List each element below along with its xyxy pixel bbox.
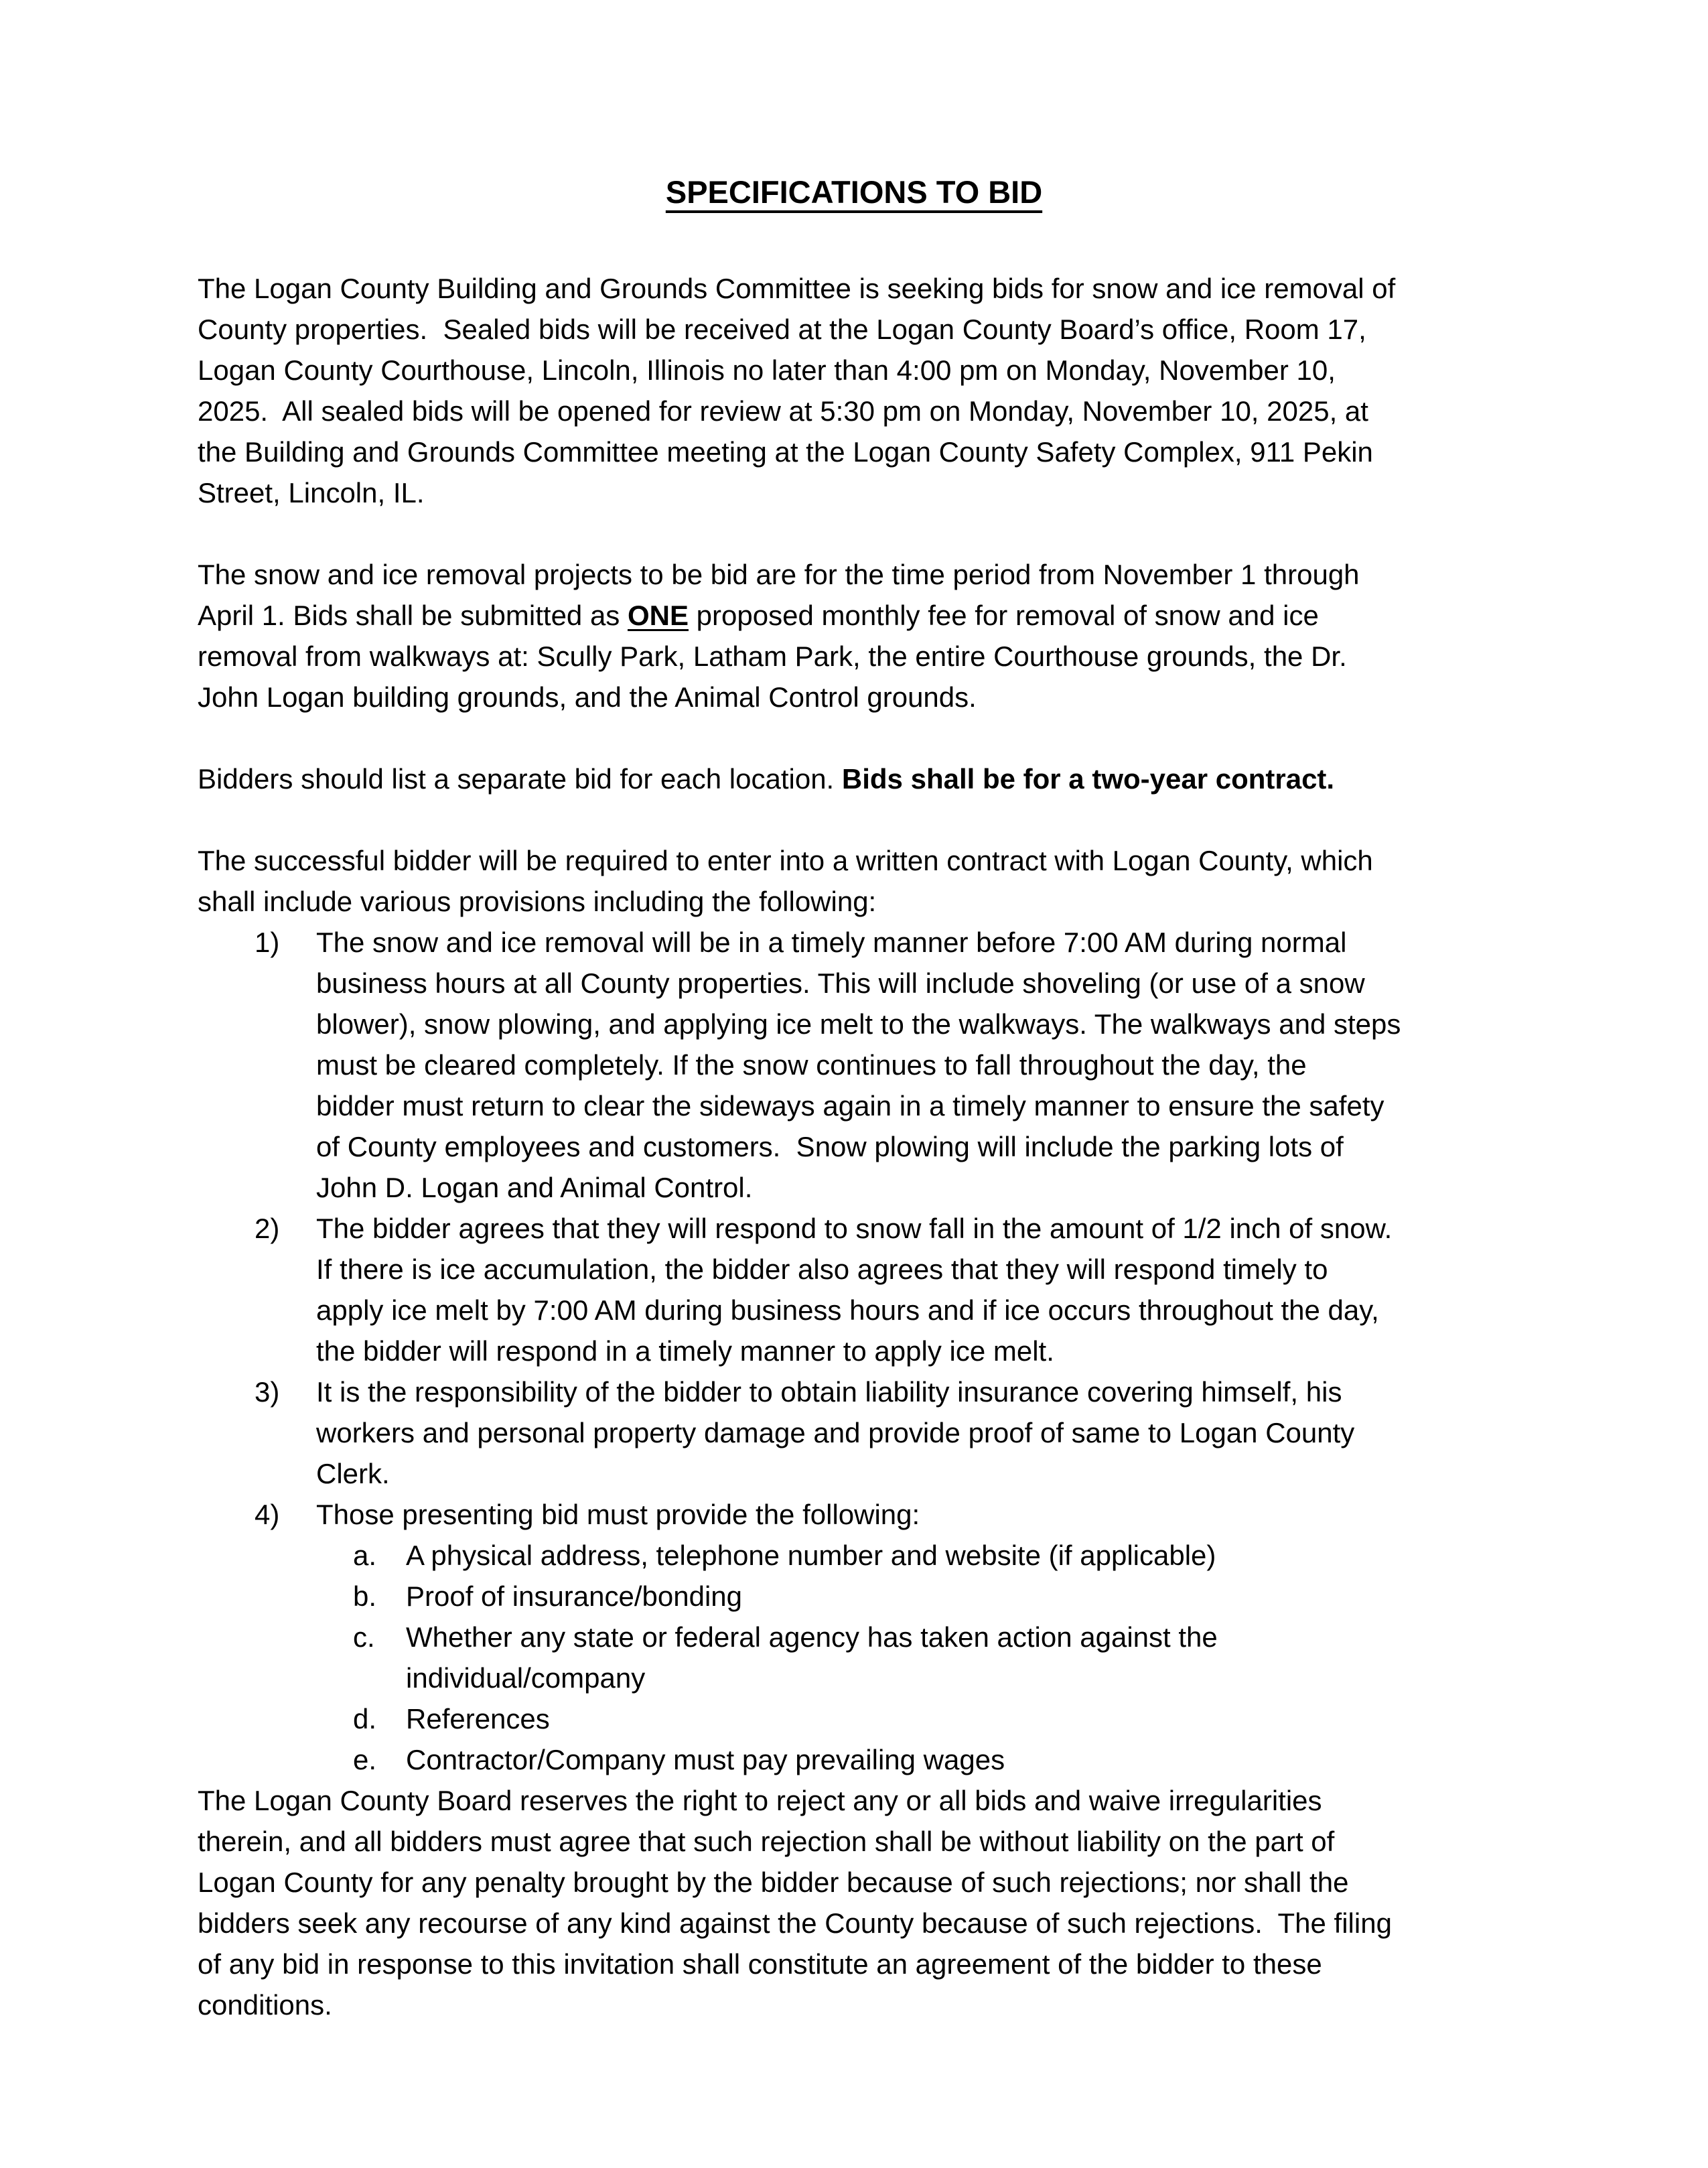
text-run: the bidder will respond in a timely manner to apply ice melt. [316,1335,1054,1367]
text-run: must be cleared completely. If the snow continues to fall throughout the day, the [316,1049,1307,1081]
list-item-body [316,922,1510,1208]
list-number: 3) [255,1376,280,1408]
text-line [198,268,1510,309]
text-line [406,1576,1510,1617]
text-run: Contractor/Company must pay prevailing wages [406,1744,1005,1775]
sub-item-letter: c. [353,1621,375,1653]
text-run: John D. Logan and Animal Control. [316,1172,753,1203]
text-line [198,1862,1510,1903]
list-number: 1) [255,927,280,958]
text-line [316,922,1510,963]
text-run: If there is ice accumulation, the bidder also agrees that they will respond timely to [316,1254,1328,1285]
text-line [406,1535,1510,1576]
text-run: The snow and ice removal projects to be bid are for the time period from November 1 through [198,559,1360,590]
page-title-text: SPECIFICATIONS TO BID [665,174,1043,210]
list-number: 4) [255,1499,280,1530]
text-run: County properties. Sealed bids will be received at the Logan County Board’s office, Room 17, [198,314,1366,345]
text-run: Clerk. [316,1458,390,1489]
text-run: conditions. [198,1989,332,2021]
text-line [316,1371,1510,1412]
text-line [316,1331,1510,1371]
text-run: Logan County Courthouse, Lincoln, Illinois no later than 4:00 pm on Monday, November 10, [198,354,1336,386]
sub-item-b [353,1576,1510,1617]
text-run: The bidder agrees that they will respond to snow fall in the amount of 1/2 inch of snow. [316,1213,1393,1244]
text-line [316,1249,1510,1290]
text-run: References [406,1703,550,1735]
text-run: of County employees and customers. Snow plowing will include the parking lots of [316,1131,1344,1162]
sub-item-letter: b. [353,1580,377,1612]
sub-item-body [406,1698,1510,1739]
text-run: removal from walkways at: Scully Park, Latham Park, the entire Courthouse grounds, the Dr. [198,640,1347,672]
sub-item-letter: d. [353,1703,377,1735]
text-line [198,391,1510,431]
list-number: 2) [255,1213,280,1244]
text-run: workers and personal property damage and provide proof of same to Logan County [316,1417,1355,1448]
text-line [406,1698,1510,1739]
list-item-2 [255,1208,1510,1371]
text-line [198,1984,1510,2025]
text-run: Those presenting bid must provide the following: [316,1499,920,1530]
text-run: 2025. All sealed bids will be opened for review at 5:30 pm on Monday, November 10, 2025, at [198,395,1368,427]
page-title [198,169,1510,216]
text-line [198,309,1510,350]
paragraph-project-period [198,554,1510,718]
list-item-3 [255,1371,1510,1494]
text-line [198,1821,1510,1862]
text-run: A physical address, telephone number and website (if applicable) [406,1540,1216,1571]
sub-item-body [406,1617,1510,1698]
text-line [316,1004,1510,1044]
text-run: shall include various provisions including the following: [198,886,877,917]
text-run: Proof of insurance/bonding [406,1580,743,1612]
text-line [198,881,1510,922]
text-line [406,1657,1510,1698]
text-line [198,840,1510,881]
text-line [316,1494,1510,1535]
paragraph-contract-provisions [198,840,1510,922]
sub-item-e [353,1739,1510,1780]
sub-item-d [353,1698,1510,1739]
text-line [198,350,1510,391]
text-line [198,636,1510,677]
text-run: The snow and ice removal will be in a timely manner before 7:00 AM during normal [316,927,1347,958]
text-line [316,1126,1510,1167]
text-line [316,1167,1510,1208]
text-run: Bidders should list a separate bid for each location. [198,763,842,795]
text-run: Whether any state or federal agency has taken action against the [406,1621,1218,1653]
text-run: apply ice melt by 7:00 AM during business hours and if ice occurs throughout the day, [316,1294,1379,1326]
list-item-body [316,1494,1510,1535]
text-run: therein, and all bidders must agree that such rejection shall be without liability on the part of [198,1826,1335,1857]
text-line [316,1208,1510,1249]
text-run: business hours at all County properties. This will include shoveling (or use of a snow [316,967,1365,999]
text-run: The Logan County Board reserves the right to reject any or all bids and waive irregularities [198,1785,1322,1816]
list-item-1 [255,922,1510,1208]
paragraph-intro [198,268,1510,513]
text-line [198,677,1510,718]
text-run: the Building and Grounds Committee meeting at the Logan County Safety Complex, 911 Pekin [198,436,1373,468]
list-item-4 [255,1494,1510,1535]
text-run: individual/company [406,1662,646,1694]
text-run: Street, Lincoln, IL. [198,477,425,509]
list-item-body [316,1371,1510,1494]
text-run: The Logan County Building and Grounds Committee is seeking bids for snow and ice removal of [198,273,1396,304]
text-run: It is the responsibility of the bidder to obtain liability insurance covering himself, his [316,1376,1342,1408]
text-run: Logan County for any penalty brought by the bidder because of such rejections; nor shall the [198,1867,1349,1898]
text-line [316,1453,1510,1494]
text-line [198,431,1510,472]
text-line [316,963,1510,1004]
sub-item-body [406,1739,1510,1780]
emphasis-one: ONE [627,600,689,631]
paragraph-separate-bids [198,758,1510,799]
sub-item-letter: a. [353,1540,377,1571]
text-run: bidders seek any recourse of any kind against the County because of such rejections. The filing [198,1907,1392,1939]
text-run: proposed monthly fee for removal of snow and ice [689,600,1319,631]
text-line [198,1944,1510,1984]
text-line [406,1617,1510,1657]
text-line [316,1044,1510,1085]
text-line [198,595,1510,636]
text-line [316,1412,1510,1453]
text-run: April 1. Bids shall be submitted as [198,600,628,631]
text-line [198,554,1510,595]
paragraph-rejection-rights [198,1780,1510,2025]
text-line [316,1085,1510,1126]
text-line [406,1739,1510,1780]
text-line [198,1780,1510,1821]
sub-item-body [406,1535,1510,1576]
sub-item-letter: e. [353,1744,377,1775]
list-item-body [316,1208,1510,1371]
text-run: bidder must return to clear the sideways again in a timely manner to ensure the safety [316,1090,1384,1122]
text-run: blower), snow plowing, and applying ice melt to the walkways. The walkways and steps [316,1008,1401,1040]
sub-item-a [353,1535,1510,1576]
text-run: The successful bidder will be required to enter into a written contract with Logan County, which [198,845,1373,876]
sub-item-body [406,1576,1510,1617]
text-run: John Logan building grounds, and the Animal Control grounds. [198,681,977,713]
text-line [316,1290,1510,1331]
text-run: of any bid in response to this invitation shall constitute an agreement of the bidder to these [198,1948,1322,1980]
text-line [198,472,1510,513]
sub-item-c [353,1617,1510,1698]
emphasis-two-year-contract: Bids shall be for a two-year contract. [841,763,1335,795]
text-line [198,1903,1510,1944]
text-line [198,758,1510,799]
